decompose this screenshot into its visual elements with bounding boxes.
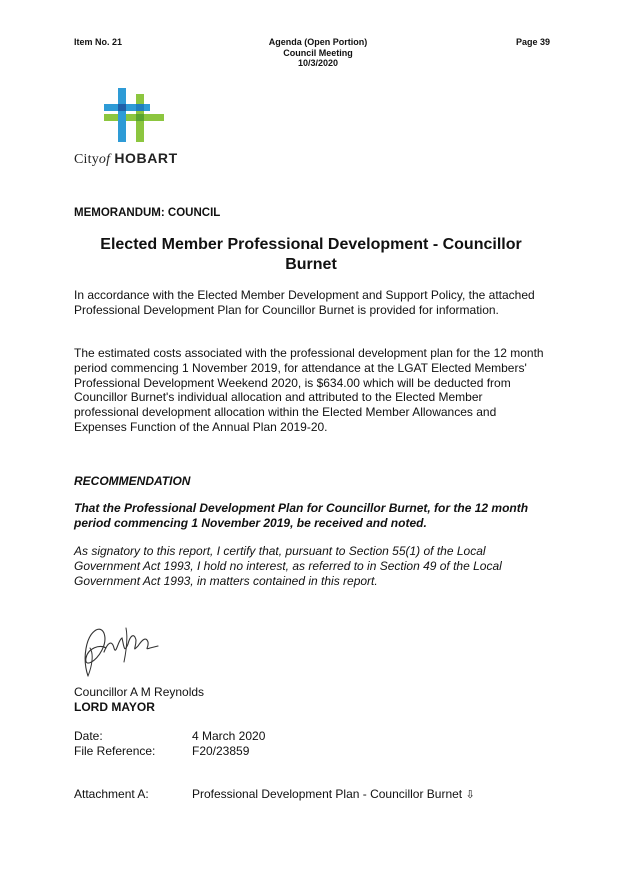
- page-title: [74, 235, 548, 275]
- intro-paragraph: In accordance with the Elected Member Development and Support Policy, the attached Professional Development Plan for Councillor Burnet is provided for information.: [74, 288, 535, 317]
- memorandum-label: MEMORANDUM: COUNCIL: [74, 207, 221, 219]
- recommendation-body: That the Professional Development Plan for Councillor Burnet, for the 12 month period commencing 1 November 2019, be received and noted.: [74, 501, 529, 530]
- cost-paragraph: The estimated costs associated with the professional development plan for the 12 month period commencing 1 November 2019, for attendance at the LGAT Elected Members' Professional Development Weekend 2020, is $634.00 which will be deducted from Councillor Burnet's individual allocation and attributed to the Elected Member professional development allocation within the Elected Member Allowances and Expenses Function of the Annual Plan 2019-20.: [74, 346, 544, 434]
- title-line-1: Elected Member Professional Development - Councillor: [100, 236, 522, 253]
- hobart-cross-logo-icon: [104, 86, 166, 144]
- attachment-link[interactable]: Professional Development Plan - Councillor Burnet: [192, 787, 463, 801]
- certification-statement: As signatory to this report, I certify that, pursuant to Section 55(1) of the Local Government Act 1993, I hold no interest, as referred to in Section 49 of the Local Government Act 1993, in matters contained in this report.: [74, 544, 502, 588]
- date-label: Date:: [74, 729, 103, 743]
- agenda-header: [240, 37, 396, 69]
- signature-image: [74, 618, 164, 684]
- meeting-name: Council Meeting: [283, 47, 353, 58]
- agenda-portion: Agenda (Open Portion): [268, 37, 368, 47]
- recommendation-heading: RECOMMENDATION: [74, 474, 191, 488]
- title-line-2: Burnet: [285, 256, 337, 273]
- page-number: Page 39: [515, 37, 550, 47]
- file-reference-label: File Reference:: [74, 744, 156, 758]
- download-arrow-icon[interactable]: ⇩: [465, 789, 475, 801]
- logo-wordmark: Cityof HOBART: [74, 150, 178, 167]
- meeting-date: 10/3/2020: [297, 58, 339, 68]
- signatory-role: LORD MAYOR: [74, 699, 155, 714]
- date-value: 4 March 2020: [192, 729, 266, 743]
- signatory-block: [74, 685, 204, 715]
- item-number: Item No. 21: [74, 37, 123, 47]
- attachment-row: [74, 787, 475, 803]
- file-reference-row: [74, 744, 249, 759]
- date-row: [74, 729, 265, 744]
- file-reference-value: F20/23859: [192, 744, 250, 758]
- attachment-label: Attachment A:: [74, 787, 149, 801]
- signatory-name: Councillor A M Reynolds: [74, 685, 205, 699]
- city-of-hobart-logo: [74, 86, 214, 176]
